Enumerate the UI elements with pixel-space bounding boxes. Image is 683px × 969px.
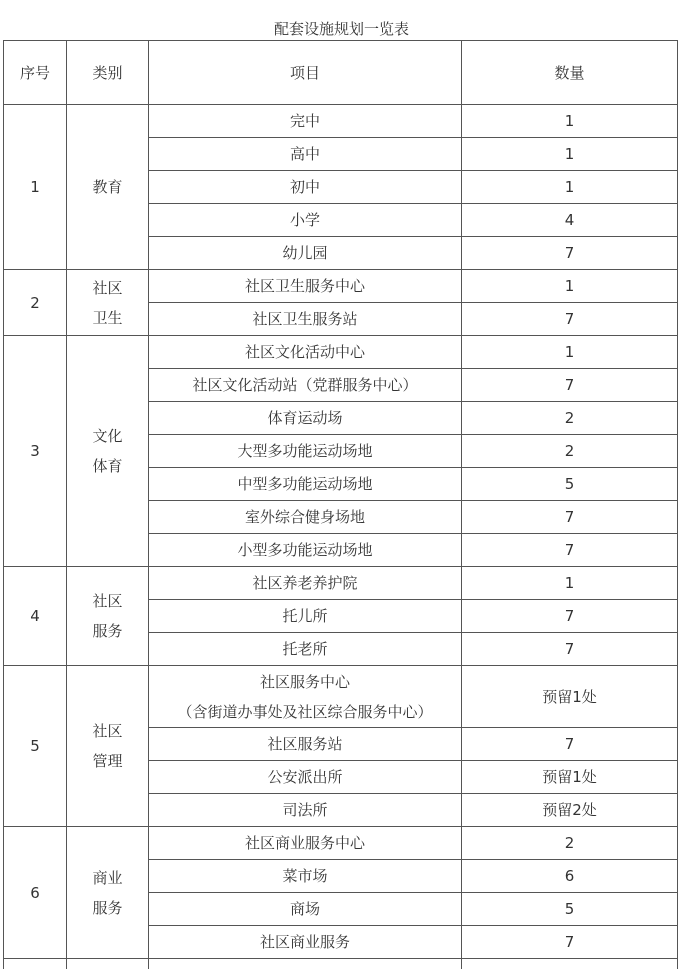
- empty-cell: [4, 959, 67, 969]
- category-label: 教育: [92, 178, 123, 196]
- empty-cell: [149, 959, 462, 969]
- item-cell: 社区服务站: [149, 728, 462, 761]
- item-cell: 社区卫生服务站: [149, 303, 462, 336]
- quantity-cell: 1: [462, 567, 678, 600]
- category-cell: [67, 827, 149, 959]
- empty-cell: [462, 959, 678, 969]
- quantity-cell: 2: [462, 435, 678, 468]
- item-cell: 大型多功能运动场地: [149, 435, 462, 468]
- table-row: [4, 336, 678, 369]
- item-cell: 公安派出所: [149, 761, 462, 794]
- facilities-table: [3, 40, 678, 969]
- table-row: [4, 827, 678, 860]
- quantity-cell: 4: [462, 204, 678, 237]
- category-cell: [67, 105, 149, 270]
- header-item: 项目: [149, 41, 462, 105]
- seq-cell: 3: [4, 336, 67, 567]
- category-cell: [67, 270, 149, 336]
- category-label: 社区 管理: [92, 722, 123, 770]
- quantity-cell: 7: [462, 728, 678, 761]
- item-cell: 社区养老养护院: [149, 567, 462, 600]
- item-cell: 菜市场: [149, 860, 462, 893]
- header-row: [4, 41, 678, 105]
- category-cell: [67, 567, 149, 666]
- item-cell: 司法所: [149, 794, 462, 827]
- category-label: 商业 服务: [92, 868, 123, 917]
- item-cell: 社区服务中心 （含街道办事处及社区综合服务中心）: [149, 666, 462, 728]
- quantity-cell: 5: [462, 893, 678, 926]
- quantity-cell: 7: [462, 369, 678, 402]
- table-row: [4, 567, 678, 600]
- quantity-cell: 2: [462, 402, 678, 435]
- item-cell: 小型多功能运动场地: [149, 534, 462, 567]
- seq-cell: 6: [4, 827, 67, 959]
- category-cell: [67, 336, 149, 567]
- quantity-cell: 5: [462, 468, 678, 501]
- item-cell: 高中: [149, 138, 462, 171]
- quantity-cell: 1: [462, 105, 678, 138]
- table-row-continuation: [4, 959, 678, 969]
- quantity-cell: 1: [462, 138, 678, 171]
- quantity-cell: 7: [462, 633, 678, 666]
- seq-cell: 4: [4, 567, 67, 666]
- empty-cell: [67, 959, 149, 969]
- quantity-cell: 6: [462, 860, 678, 893]
- quantity-cell: 7: [462, 303, 678, 336]
- quantity-cell: 1: [462, 336, 678, 369]
- item-cell: 社区文化活动中心: [149, 336, 462, 369]
- category-label: 文化 体育: [92, 427, 123, 475]
- quantity-cell: 7: [462, 534, 678, 567]
- item-cell: 社区卫生服务中心: [149, 270, 462, 303]
- seq-cell: 2: [4, 270, 67, 336]
- header-seq: 序号: [4, 41, 67, 105]
- header-category: 类别: [67, 41, 149, 105]
- item-cell: 社区商业服务: [149, 926, 462, 959]
- table-row: [4, 270, 678, 303]
- item-cell: 初中: [149, 171, 462, 204]
- quantity-cell: 7: [462, 926, 678, 959]
- item-cell: 商场: [149, 893, 462, 926]
- table-body: [4, 105, 678, 969]
- item-cell: 幼儿园: [149, 237, 462, 270]
- table-title: 配套设施规划一览表: [273, 20, 409, 38]
- item-cell: 社区文化活动站（党群服务中心）: [149, 369, 462, 402]
- quantity-cell: 7: [462, 501, 678, 534]
- header-quantity: 数量: [462, 41, 678, 105]
- seq-cell: 1: [4, 105, 67, 270]
- quantity-cell: 预留2处: [462, 794, 678, 827]
- quantity-cell: 7: [462, 237, 678, 270]
- table-row: [4, 666, 678, 728]
- category-label: 社区 卫生: [92, 278, 123, 327]
- table-row: [4, 105, 678, 138]
- quantity-cell: 2: [462, 827, 678, 860]
- quantity-cell: 1: [462, 171, 678, 204]
- item-cell: 社区商业服务中心: [149, 827, 462, 860]
- item-cell: 小学: [149, 204, 462, 237]
- item-cell: 托儿所: [149, 600, 462, 633]
- category-label: 社区 服务: [92, 592, 123, 640]
- item-cell: 完中: [149, 105, 462, 138]
- quantity-cell: 预留1处: [462, 761, 678, 794]
- item-cell: 中型多功能运动场地: [149, 468, 462, 501]
- quantity-cell: 7: [462, 600, 678, 633]
- item-cell: 体育运动场: [149, 402, 462, 435]
- item-cell: 室外综合健身场地: [149, 501, 462, 534]
- item-cell: 托老所: [149, 633, 462, 666]
- quantity-cell: 预留1处: [462, 666, 678, 728]
- category-cell: [67, 666, 149, 827]
- quantity-cell: 1: [462, 270, 678, 303]
- seq-cell: 5: [4, 666, 67, 827]
